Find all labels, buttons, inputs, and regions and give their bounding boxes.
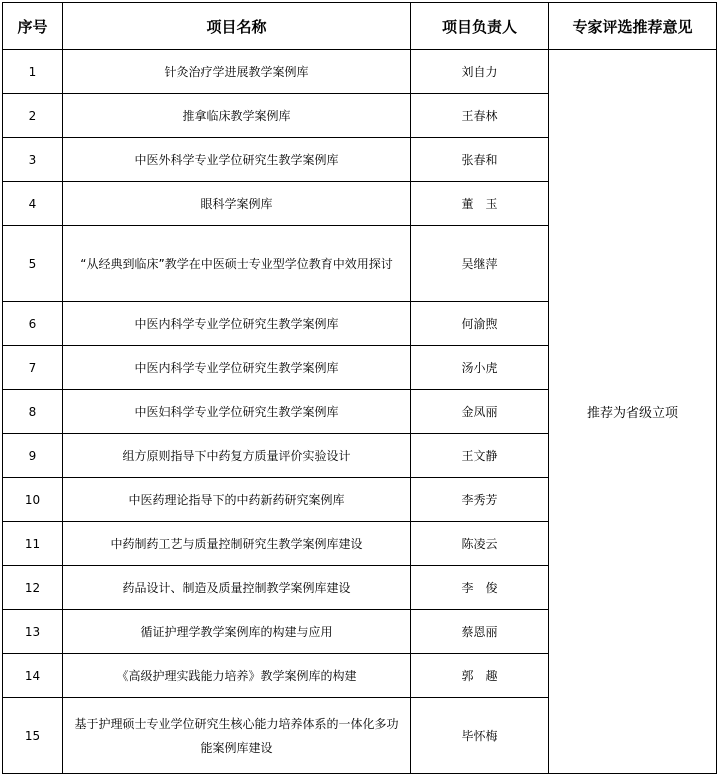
- row-project-name: 组方原则指导下中药复方质量评价实验设计: [63, 434, 411, 478]
- row-leader: 郭 趣: [411, 654, 549, 698]
- row-index: 8: [3, 390, 63, 434]
- row-index: 15: [3, 698, 63, 774]
- row-project-name: 基于护理硕士专业学位研究生核心能力培养体系的一体化多功能案例库建设: [63, 698, 411, 774]
- header-index: 序号: [3, 3, 63, 50]
- row-leader: 刘自力: [411, 50, 549, 94]
- row-index: 13: [3, 610, 63, 654]
- row-index: 10: [3, 478, 63, 522]
- row-project-name: 中医外科学专业学位研究生教学案例库: [63, 138, 411, 182]
- row-project-name: 针灸治疗学进展教学案例库: [63, 50, 411, 94]
- header-opinion: 专家评选推荐意见: [549, 3, 717, 50]
- row-index: 5: [3, 226, 63, 302]
- row-project-name: 中医药理论指导下的中药新药研究案例库: [63, 478, 411, 522]
- row-project-name: 中药制药工艺与质量控制研究生教学案例库建设: [63, 522, 411, 566]
- header-leader: 项目负责人: [411, 3, 549, 50]
- row-index: 14: [3, 654, 63, 698]
- row-index: 7: [3, 346, 63, 390]
- row-index: 3: [3, 138, 63, 182]
- row-project-name: 中医妇科学专业学位研究生教学案例库: [63, 390, 411, 434]
- row-index: 9: [3, 434, 63, 478]
- header-name: 项目名称: [63, 3, 411, 50]
- row-leader: 毕怀梅: [411, 698, 549, 774]
- row-index: 2: [3, 94, 63, 138]
- expert-opinion: 推荐为省级立项: [549, 50, 717, 774]
- row-project-name: 眼科学案例库: [63, 182, 411, 226]
- header-row: [3, 3, 717, 50]
- row-leader: 吴继萍: [411, 226, 549, 302]
- row-leader: 金凤丽: [411, 390, 549, 434]
- row-index: 11: [3, 522, 63, 566]
- row-leader: 汤小虎: [411, 346, 549, 390]
- row-leader: 董 玉: [411, 182, 549, 226]
- row-leader: 王春林: [411, 94, 549, 138]
- row-project-name: 中医内科学专业学位研究生教学案例库: [63, 346, 411, 390]
- row-leader: 李 俊: [411, 566, 549, 610]
- row-project-name: 中医内科学专业学位研究生教学案例库: [63, 302, 411, 346]
- row-leader: 张春和: [411, 138, 549, 182]
- project-table: [2, 2, 717, 774]
- row-index: 12: [3, 566, 63, 610]
- row-leader: 陈凌云: [411, 522, 549, 566]
- table-row: [3, 50, 717, 94]
- row-project-name: 药品设计、制造及质量控制教学案例库建设: [63, 566, 411, 610]
- row-project-name: 推拿临床教学案例库: [63, 94, 411, 138]
- row-index: 1: [3, 50, 63, 94]
- row-leader: 蔡恩丽: [411, 610, 549, 654]
- row-leader: 王文静: [411, 434, 549, 478]
- row-leader: 何渝煦: [411, 302, 549, 346]
- row-leader: 李秀芳: [411, 478, 549, 522]
- row-project-name: 循证护理学教学案例库的构建与应用: [63, 610, 411, 654]
- row-project-name: “从经典到临床”教学在中医硕士专业型学位教育中效用探讨: [63, 226, 411, 302]
- row-index: 6: [3, 302, 63, 346]
- row-index: 4: [3, 182, 63, 226]
- row-project-name: 《高级护理实践能力培养》教学案例库的构建: [63, 654, 411, 698]
